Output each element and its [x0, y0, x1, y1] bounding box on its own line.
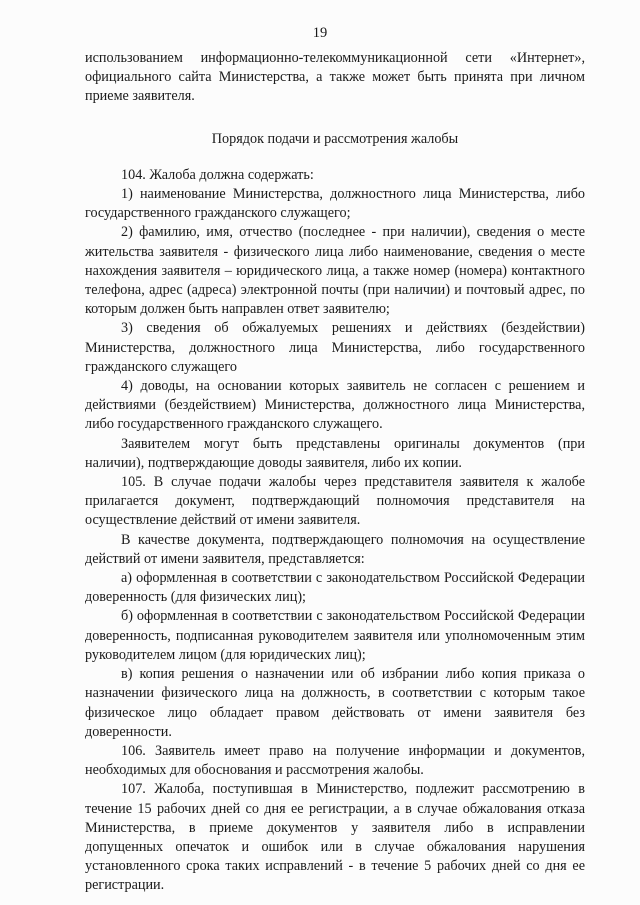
paragraph-105-item-v: в) копия решения о назначении или об избрании либо копия приказа о назначении физического лица на должность, в соответствии с которым такое физическое лицо обладает правом действовать от имени заявителя без доверенности. [85, 666, 585, 740]
paragraph-105-item-b: б) оформленная в соответствии с законодательством Российской Федерации доверенность, подписанная руководителем заявителя или уполномоченным этим руководителем лицом (для юридических лиц); [85, 608, 585, 663]
paragraph-106: 106. Заявитель имеет право на получение информации и документов, необходимых для обоснования и рассмотрения жалобы. [85, 742, 585, 779]
paragraph-105-item-a: а) оформленная в соответствии с законодательством Российской Федерации доверенность (для физических лиц); [85, 570, 585, 606]
paragraph-104: 104. Жалоба должна содержать: [121, 166, 314, 183]
paragraph-104-item-3: 3) сведения об обжалуемых решениях и действиях (бездействии) Министерства, должностного лица Министерства, либо государственного гражданского служащего [85, 320, 585, 375]
document-body [85, 49, 585, 896]
paragraph-104-item-2: 2) фамилию, имя, отчество (последнее - при наличии), сведения о месте жительства заявителя - физического лица либо наименование, сведения о месте нахождения заявителя – юридического лица, а также номер (номера) контактного телефона, адрес (адреса) электронной почты (при наличии) и почтовый адрес, по которым должен быть направлен ответ заявителю; [85, 224, 585, 318]
paragraph-104-item-4: 4) доводы, на основании которых заявитель не согласен с решением и действиями (бездействием) Министерства, должностного лица Министерства, либо государственного гражданского служащего. [85, 378, 585, 433]
paragraph-107: 107. Жалоба, поступившая в Министерство, подлежит рассмотрению в течение 15 рабочих дней со дня ее регистрации, а в случае обжалования отказа Министерства, в приеме документов у заявителя либо в исправлении допущенных опечаток и ошибок или в случае обжалования нарушения установленного срока таких исправлений - в течение 5 рабочих дней со дня ее регистрации. [85, 781, 585, 894]
paragraph-originals: Заявителем могут быть представлены оригиналы документов (при наличии), подтверждающие доводы заявителя, либо их копии. [85, 435, 585, 471]
section-heading: Порядок подачи и рассмотрения жалобы [211, 130, 459, 147]
paragraph-105-document: В качестве документа, подтверждающего полномочия на осуществление действий от имени заявителя, представляется: [85, 531, 585, 567]
page-number: 19 [312, 25, 328, 41]
paragraph-104-item-1: 1) наименование Министерства, должностного лица Министерства, либо государственного гражданского служащего; [85, 186, 585, 222]
paragraph-105: 105. В случае подачи жалобы через представителя заявителя к жалобе прилагается документ, подтверждающий полномочия представителя на осуществление действий от имени заявителя. [85, 474, 585, 529]
paragraph-continuation: использованием информационно-телекоммуникационной сети «Интернет», официального сайта Министерства, а также может быть принята при личном приеме заявителя. [85, 50, 585, 105]
